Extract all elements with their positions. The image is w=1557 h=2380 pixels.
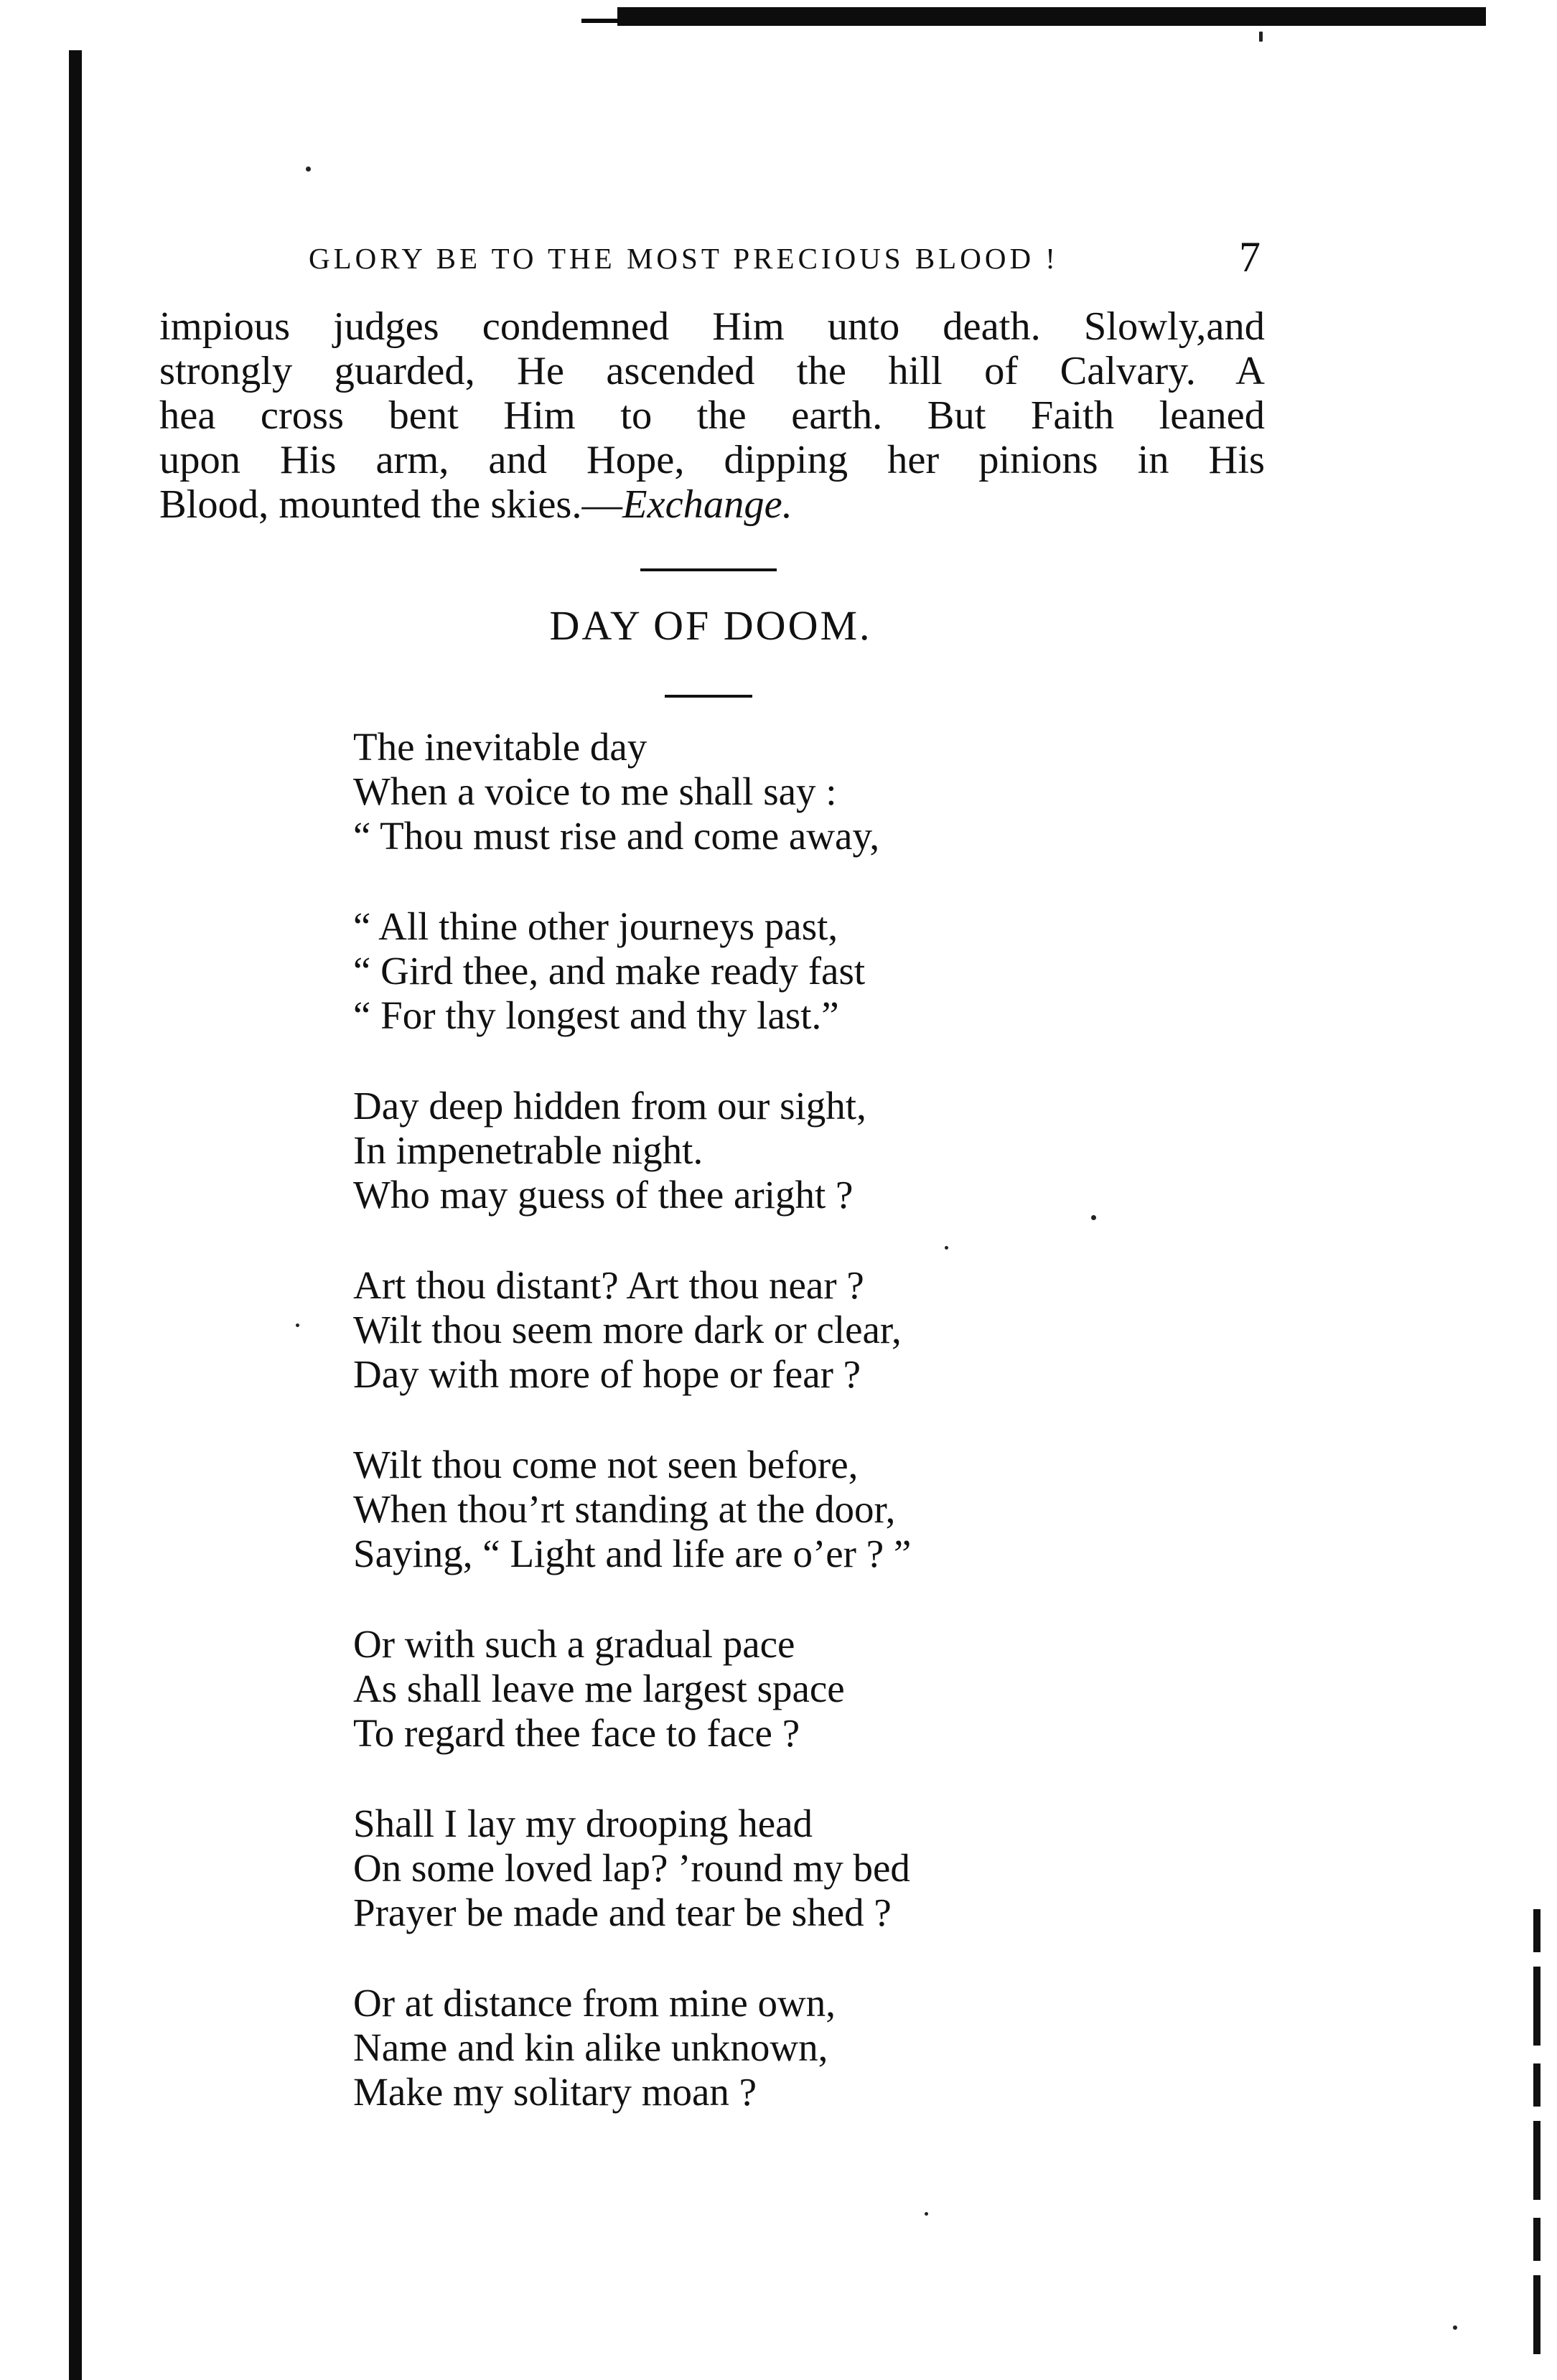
page-number: 7: [1239, 233, 1261, 281]
scan-speck: [296, 1323, 299, 1327]
verse-line: Who may guess of thee aright ?: [353, 1173, 854, 1217]
poem-title: DAY OF DOOM.: [549, 602, 872, 649]
scan-speck: [306, 167, 311, 172]
prose-line: hea cross bent Him to the earth. But Faith leaned: [159, 393, 1265, 438]
verse-line: In impenetrable night.: [353, 1128, 703, 1172]
verse-line: Wilt thou seem more dark or clear,: [353, 1308, 902, 1351]
prose-line: upon His arm, and Hope, dipping her pinions in His: [159, 438, 1265, 482]
verse-line: As shall leave me largest space: [353, 1667, 845, 1710]
stanza: [353, 1443, 1143, 1576]
scan-top-edge: [617, 7, 1486, 26]
verse-line: Name and kin alike unknown,: [353, 2025, 828, 2069]
stanza: [353, 904, 1143, 1038]
verse-line: “ For thy longest and thy last.”: [353, 993, 839, 1037]
verse-line: Day deep hidden from our sight,: [353, 1084, 866, 1128]
poem-body: [353, 725, 1143, 2160]
stanza: [353, 1622, 1143, 1756]
prose-source: Exchange.: [622, 482, 792, 527]
verse-line: Or with such a gradual pace: [353, 1622, 795, 1666]
stanza: [353, 1981, 1143, 2114]
verse-line: When a voice to me shall say :: [353, 769, 837, 813]
verse-line: Shall I lay my drooping head: [353, 1802, 813, 1845]
scan-left-edge: [69, 50, 82, 2380]
verse-line: Make my solitary moan ?: [353, 2070, 757, 2114]
verse-line: Art thou distant? Art thou near ?: [353, 1263, 864, 1307]
prose-line: impious judges condemned Him unto death. Slowly,and: [159, 304, 1265, 349]
stanza: [353, 1263, 1143, 1397]
scan-right-edge: [1533, 1909, 1540, 2369]
verse-line: Prayer be made and tear be shed ?: [353, 1891, 892, 1934]
verse-line: “ Thou must rise and come away,: [353, 814, 880, 858]
verse-line: On some loved lap? ’round my bed: [353, 1846, 910, 1890]
prose-last-text: Blood, mounted the skies.—: [159, 482, 623, 527]
verse-line: Wilt thou come not seen before,: [353, 1443, 859, 1486]
stanza: [353, 1084, 1143, 1217]
running-head: GLORY BE TO THE MOST PRECIOUS BLOOD !: [309, 242, 1059, 275]
scan-speck: [1259, 32, 1263, 42]
prose-line-last: [159, 482, 1265, 527]
prose-paragraph: [159, 304, 1265, 527]
verse-line: Saying, “ Light and life are o’er ? ”: [353, 1532, 912, 1575]
stanza: [353, 725, 1143, 858]
scan-speck: [925, 2212, 928, 2216]
verse-line: “ Gird thee, and make ready fast: [353, 949, 866, 993]
verse-line: “ All thine other journeys past,: [353, 904, 838, 948]
prose-line: strongly guarded, He ascended the hill of Calvary. A: [159, 349, 1265, 393]
verse-line: The inevitable day: [353, 725, 647, 769]
scan-speck: [1453, 2325, 1457, 2330]
divider-rule: [665, 695, 752, 698]
divider-rule: [640, 568, 777, 571]
verse-line: Day with more of hope or fear ?: [353, 1352, 861, 1396]
verse-line: When thou’rt standing at the door,: [353, 1487, 896, 1531]
stanza: [353, 1802, 1143, 1935]
verse-line: To regard thee face to face ?: [353, 1711, 800, 1755]
scan-top-edge-thin: [581, 19, 625, 23]
verse-line: Or at distance from mine own,: [353, 1981, 836, 2025]
